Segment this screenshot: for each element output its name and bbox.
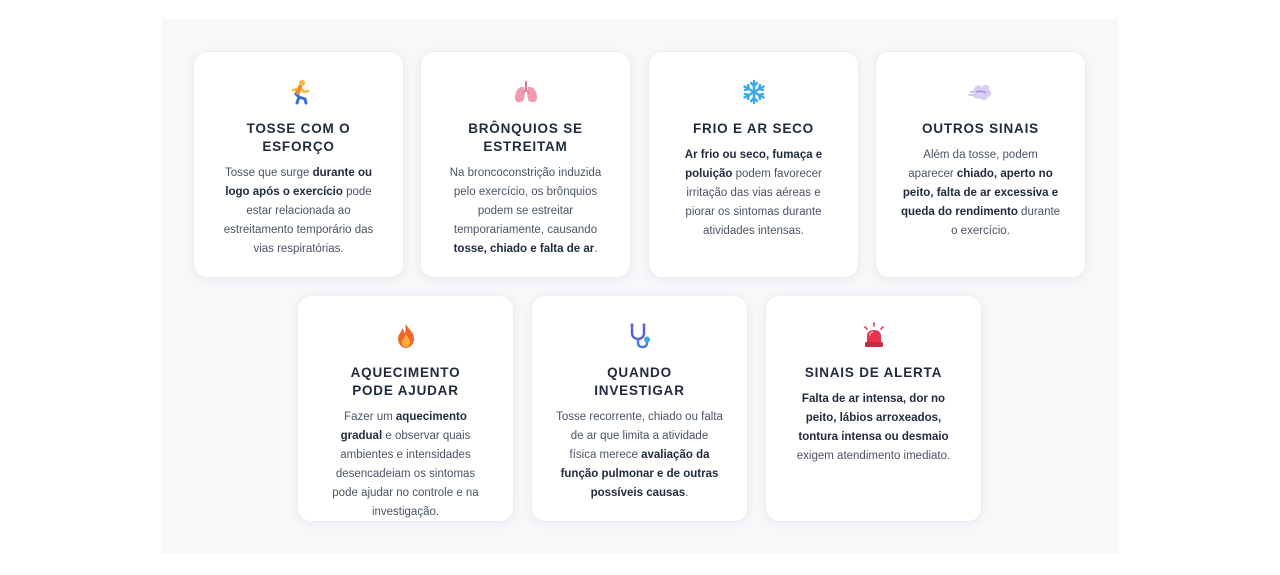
emphasis-text: Ar frio ou seco, fumaça e poluição [684,149,823,180]
wind-icon [967,78,995,106]
card-description [210,164,387,259]
card-sinais-alerta [765,295,982,522]
body-text: podem favorecer irritação das vias aéreas e piorar os sintomas durante atividades intensas. [685,168,822,237]
stethoscope-icon [626,322,654,350]
body-text: Tosse que surge [224,167,313,179]
card-description [314,408,497,522]
running-person-icon [285,78,313,106]
body-text: durante o exercício. [951,206,1061,237]
snowflake-icon [740,78,768,106]
body-text: Fazer um [344,411,396,423]
lungs-icon [512,78,540,106]
body-text: Além da tosse, podem aparecer [908,149,1038,180]
card-tosse-esforco [193,51,404,278]
body-text: Tosse recorrente, chiado ou falta de ar que limita a atividade física merece [556,411,723,461]
alarm-light-icon [860,322,888,350]
emphasis-text: Falta de ar intensa, dor no peito, lábios arroxeados, tontura intensa ou desmaio [798,393,949,443]
card-outros-sinais [875,51,1086,278]
card-title: BRÔNQUIOS SE ESTREITAM [468,121,583,154]
card-title: AQUECIMENTO PODE AJUDAR [350,365,461,398]
body-text: . [685,487,689,499]
card-title: SINAIS DE ALERTA [804,365,943,380]
emphasis-text: chiado, aperto no peito, falta de ar excessiva e queda do rendimento [900,168,1059,218]
body-text: . [594,243,598,255]
body-text: exigem atendimento imediato. [796,450,951,462]
fire-icon [392,322,420,350]
body-text: pode estar relacionada ao estreitamento temporário das vias respiratórias. [223,186,374,255]
emphasis-text: tosse, chiado e falta de ar [453,243,595,255]
card-title: QUANDO INVESTIGAR [594,365,685,398]
card-aquecimento [297,295,514,522]
card-description [782,390,965,466]
card-title: TOSSE COM O ESFORÇO [246,121,351,154]
card-frio-ar-seco [648,51,859,278]
body-text: Na broncoconstrição induzida pelo exercício, os brônquios podem se estreitar temporariamente, causando [449,167,602,236]
card-quando-investigar [531,295,748,522]
card-bronquios [420,51,631,278]
card-description [437,164,614,259]
card-description [892,146,1069,241]
body-text: e observar quais ambientes e intensidades desencadeiam os sintomas pode ajudar no controle e na investigação. [332,430,479,518]
emphasis-text: durante ou logo após o exercício [225,167,372,198]
emphasis-text: avaliação da função pulmonar e de outras possíveis causas [560,449,719,499]
card-description [665,146,842,241]
card-title: OUTROS SINAIS [922,121,1039,136]
emphasis-text: aquecimento gradual [340,411,467,442]
card-title: FRIO E AR SECO [693,121,814,136]
card-description [548,408,731,503]
